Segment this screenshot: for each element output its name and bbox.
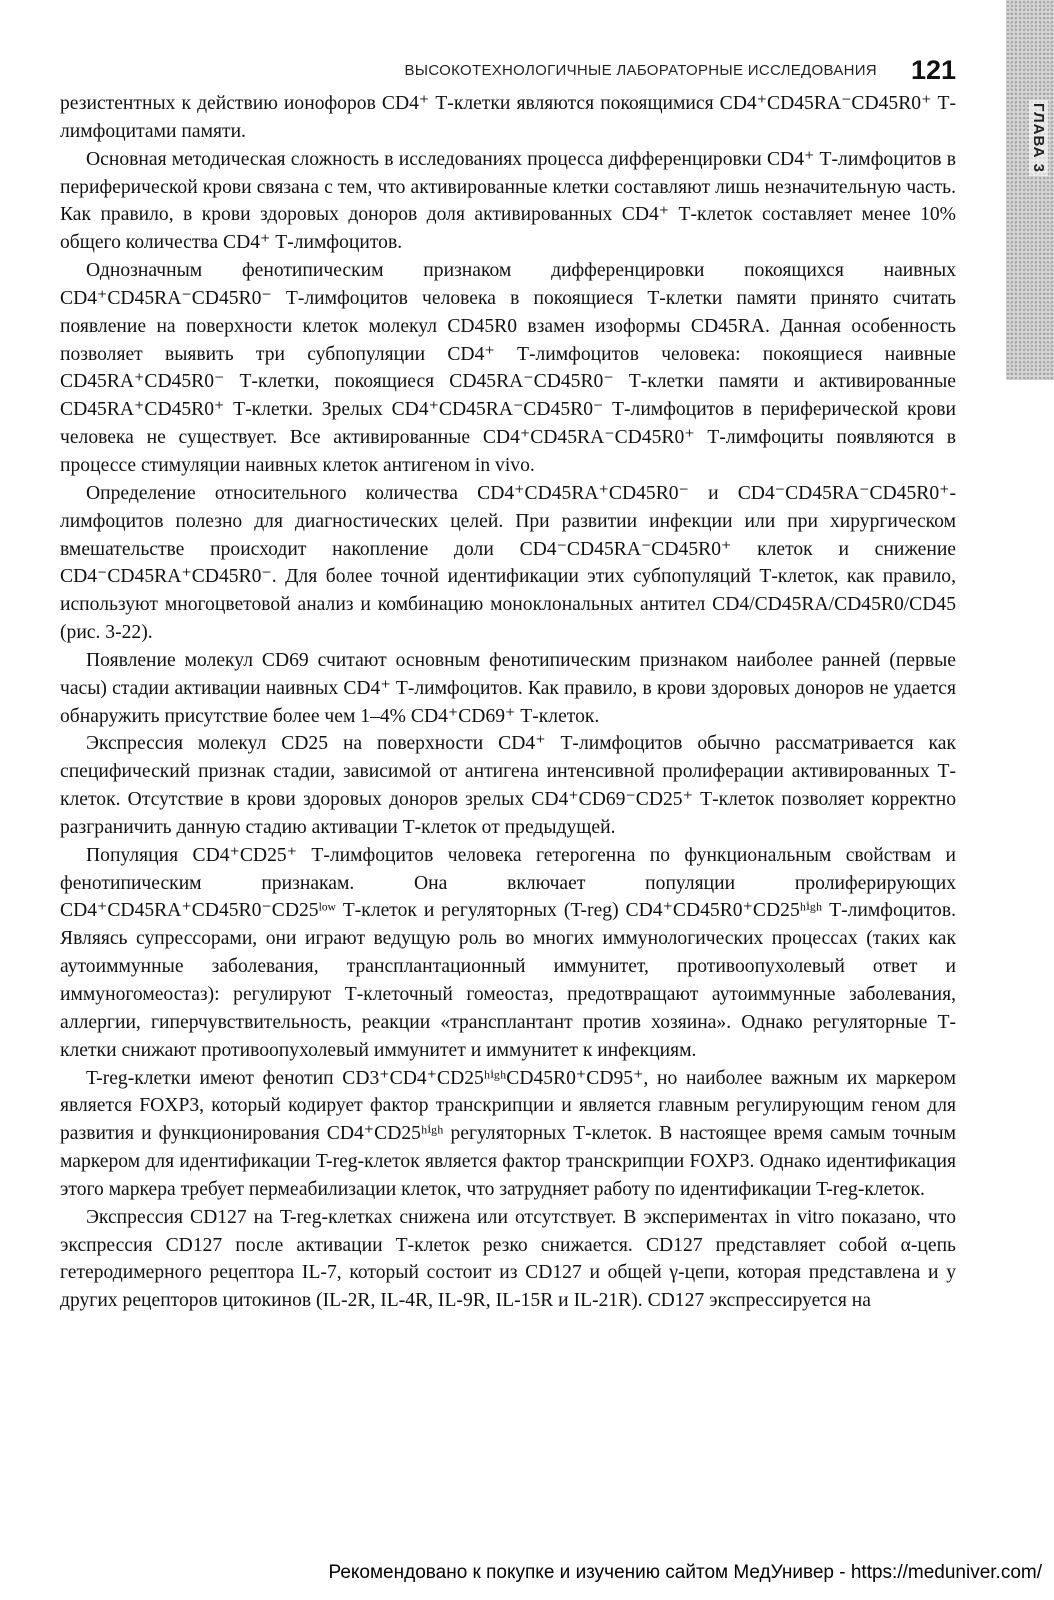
paragraph: T-reg-клетки имеют фенотип CD3⁺CD4⁺CD25ʰⁱᵍʰCD45R0⁺CD95⁺, но наиболее важным их маркером является FOXP3, который кодирует фактор транскрипции и является главным регулирующим геном для развития и функционирования CD4⁺CD25ʰⁱᵍʰ регуляторных Т-клеток. В настоящее время самым точным маркером для идентификации T-reg-клеток является фактор транскрипции FOXP3. Однако идентификация этого маркера требует пермеабилизации клеток, что затрудняет работу по идентификации T-reg-клеток. (60, 1067, 956, 1200)
running-title: ВЫСОКОТЕХНОЛОГИЧНЫЕ ЛАБОРАТОРНЫЕ ИССЛЕДОВАНИЯ (404, 61, 877, 79)
page-header (60, 50, 956, 90)
paragraph: Однозначным фенотипическим признаком дифференцировки покоящихся наивных CD4⁺CD45RA⁻CD45R0⁻ Т-лимфоцитов человека в покоящиеся Т-клетки памяти принято считать появление на поверхности клеток молекул CD45R0 взамен изоформы CD45RA. Данная особенность позволяет выявить три субпопуляции CD4⁺ Т-лимфоцитов человека: покоящиеся наивные CD45RA⁺CD45R0⁻ Т-клетки, покоящиеся CD45RA⁻CD45R0⁻ Т-клетки памяти и активированные CD45RA⁺CD45R0⁺ Т-клетки. Зрелых CD4⁺CD45RA⁻CD45R0⁻ Т-лимфоцитов в периферической крови человека не существует. Все активированные CD4⁺CD45RA⁻CD45R0⁺ Т-лимфоциты появляются в процессе стимуляции наивных клеток антигеном in vivo. (60, 260, 956, 476)
promo-footer: Рекомендовано к покупке и изучению сайтом МедУнивер - https://meduniver.com/ (328, 1562, 1042, 1583)
chapter-label: ГЛАВА 3 (1029, 100, 1048, 176)
paragraph: Популяция CD4⁺CD25⁺ Т-лимфоцитов человека гетерогенна по функциональным свойствам и фенотипическим признакам. Она включает популяции пролиферирующих CD4⁺CD45RA⁺CD45R0⁻CD25ˡᵒʷ Т-клеток и регуляторных (T-reg) CD4⁺CD45R0⁺CD25ʰⁱᵍʰ Т-лимфоцитов. Являясь супрессорами, они играют ведущую роль во многих иммунологических процессах (таких как аутоиммунные заболевания, трансплантационный иммунитет, противоопухолевый ответ и иммуногомеостаз): регулируют Т-клеточный гомеостаз, предотвращают аутоиммунные заболевания, аллергии, гиперчувствительность, реакции «трансплантант против хозяина». Однако регуляторные Т-клетки снижают противоопухолевый иммунитет и иммунитет к инфекциям. (60, 844, 956, 1061)
paragraph: резистентных к действию ионофоров CD4⁺ Т-клетки являются покоящимися CD4⁺CD45RA⁻CD45R0⁺ Т-лимфоцитами памяти. (60, 93, 956, 142)
paragraph: Определение относительного количества CD4⁺CD45RA⁺CD45R0⁻ и CD4⁻CD45RA⁻CD45R0⁺-лимфоцитов полезно для диагностических целей. При развитии инфекции или при хирургическом вмешательстве происходит накопление доли CD4⁻CD45RA⁻CD45R0⁺ клеток и снижение CD4⁻CD45RA⁺CD45R0⁻. Для более точной идентификации этих субпопуляций Т-клеток, как правило, используют многоцветовой анализ и комбинацию моноклональных антител CD4/CD45RA/CD45R0/CD45 (рис. 3-22). (60, 482, 956, 644)
body-text (60, 90, 956, 1315)
paragraph: Основная методическая сложность в исследованиях процесса дифференцировки CD4⁺ Т-лимфоцитов в периферической крови связана с тем, что активированные клетки составляют лишь незначительную часть. Как правило, в крови здоровых доноров доля активированных CD4⁺ Т-клеток составляет менее 10% общего количества CD4⁺ Т-лимфоцитов. (60, 148, 956, 254)
paragraph: Экспрессия CD127 на T-reg-клетках снижена или отсутствует. В экспериментах in vitro показано, что экспрессия CD127 после активации Т-клеток резко снижается. CD127 представляет собой α-цепь гетеродимерного рецептора IL-7, который состоит из CD127 и общей γ-цепи, которая представлена и у других рецепторов цитокинов (IL-2R, IL-4R, IL-9R, IL-15R и IL-21R). CD127 экспрессируется на (60, 1206, 956, 1312)
chapter-side-tab (1006, 0, 1054, 380)
paragraph: Появление молекул CD69 считают основным фенотипическим признаком наиболее ранней (первые часы) стадии активации наивных CD4⁺ Т-лимфоцитов. Как правило, в крови здоровых доноров не удается обнаружить присутствие более чем 1–4% CD4⁺CD69⁺ Т-клеток. (60, 649, 956, 727)
page-number: 121 (910, 54, 956, 85)
paragraph: Экспрессия молекул CD25 на поверхности CD4⁺ Т-лимфоцитов обычно рассматривается как специфический признак стадии, зависимой от антигена интенсивной пролиферации активированных Т-клеток. Отсутствие в крови здоровых доноров зрелых CD4⁺CD69⁻CD25⁺ Т-клеток позволяет корректно разграничить данную стадию активации Т-клеток от предыдущей. (60, 733, 956, 838)
